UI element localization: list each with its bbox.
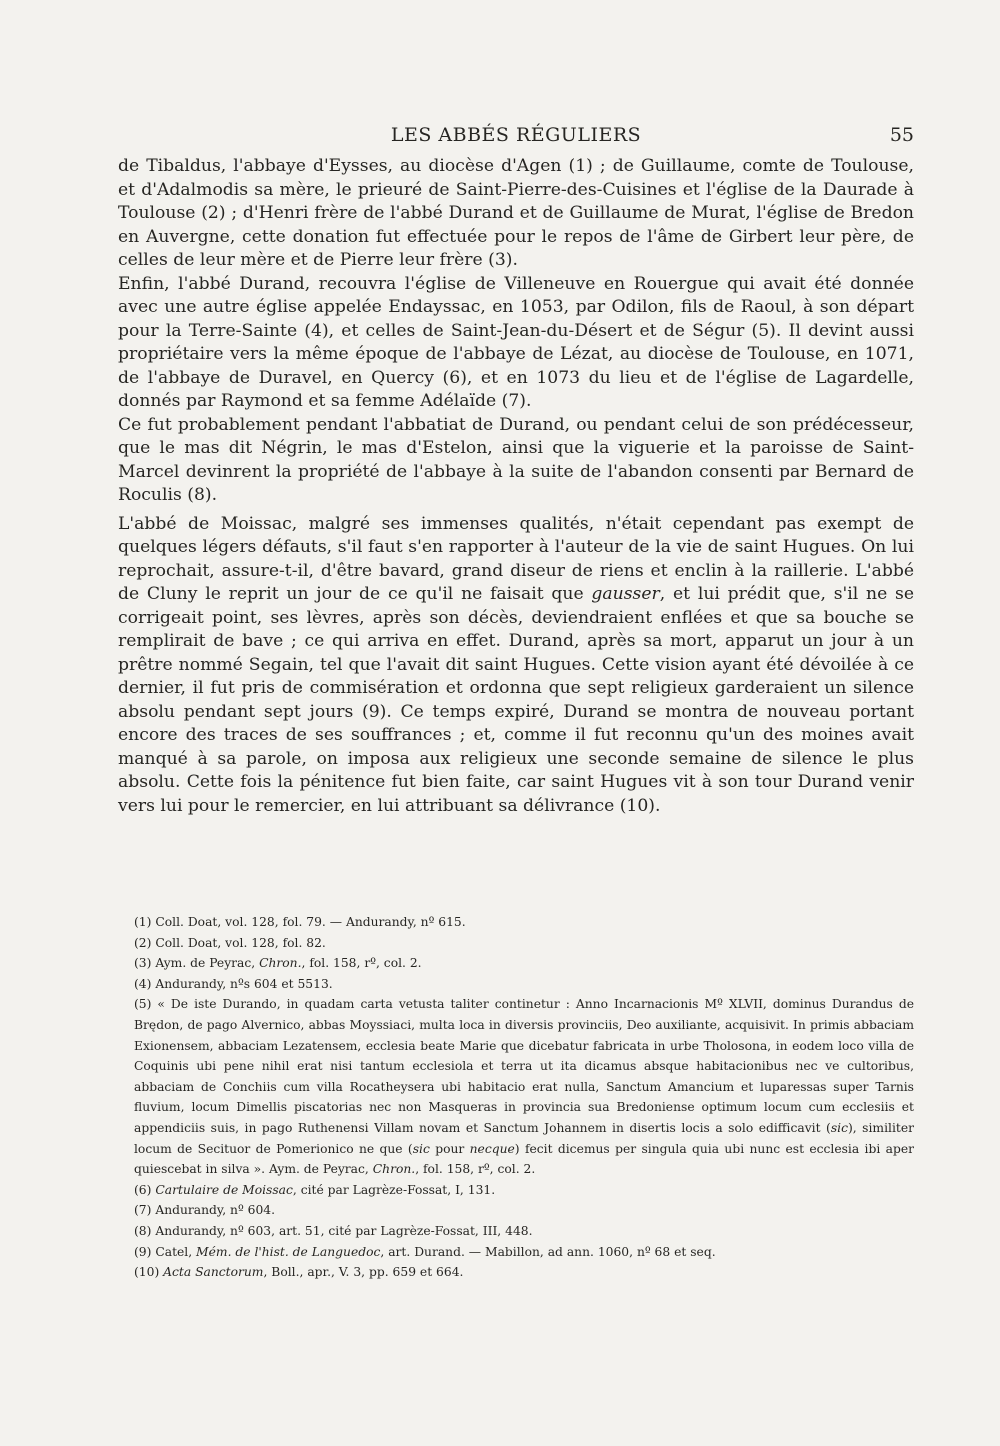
footnote-3	[134, 953, 914, 974]
footnote-7: (7) Andurandy, nº 604.	[134, 1203, 276, 1218]
footnote-6-italic: Cartulaire de Moissac	[155, 1182, 293, 1197]
body-text	[118, 155, 914, 818]
footnote-9-italic: Mém. de l'hist. de Languedoc	[196, 1244, 381, 1259]
paragraph-4-text-b: , et lui prédit que, s'il ne se corrigeait point, ses lèvres, après son décès, deviendraient enflées et que sa bouche se remplirait de bave ; ce qui arriva en effet. Durand, après sa mort, apparut un jour à un prêtre nommé Segain, tel que l'avait dit saint Hugues. Cette vision ayant été dévoilée à ce dernier, il fut pris de commisération et ordonna que sept religieux garderaient un silence absolu pendant sept jours (9). Ce temps expiré, Durand se montra de nouveau portant encore des traces de ses souffrances ; et, comme il fut reconnu qu'un des moines avait manqué à sa parole, on imposa aux religieux une seconde semaine de silence le plus absolu. Cette fois la pénitence fut bien faite, car saint Hugues vit à son tour Durand venir vers lui pour le remercier, en lui attribuant sa délivrance (10).	[118, 584, 914, 816]
footnote-9-text-b: , art. Durand. — Mabillon, ad ann. 1060, nº 68 et seq.	[380, 1244, 716, 1259]
footnote-5-sic-1: sic	[830, 1120, 848, 1135]
footnote-9-text-a: (9) Catel,	[134, 1244, 197, 1259]
footnote-5-text-e: , fol. 158, rº, col. 2.	[415, 1162, 536, 1177]
footnote-9	[134, 1242, 914, 1263]
paragraph-3: Ce fut probablement pendant l'abbatiat de Durand, ou pendant celui de son prédécesseur, que le mas dit Négrin, le mas d'Estelon, ainsi que la viguerie et la paroisse de Saint-Marcel devinrent la propriété de l'abbaye à la suite de l'abandon consenti par Bernard de Roculis (8).	[118, 414, 914, 505]
footnote-10-text-b: , Boll., apr., V. 3, pp. 659 et 664.	[263, 1265, 464, 1280]
paragraph-4	[118, 513, 914, 819]
footnote-8: (8) Andurandy, nº 603, art. 51, cité par Lagrèze-Fossat, III, 448.	[134, 1223, 533, 1238]
running-title: LES ABBÉS RÉGULIERS	[390, 124, 642, 146]
paragraph-4-italic: gausser	[591, 584, 660, 604]
footnote-6	[134, 1180, 914, 1201]
footnote-3-text-b: , fol. 158, rº, col. 2.	[301, 956, 422, 971]
footnote-3-italic: Chron.	[259, 956, 302, 971]
paragraph-1: de Tibaldus, l'abbaye d'Eysses, au diocèse d'Agen (1) ; de Guillaume, comte de Toulouse, et d'Adalmodis sa mère, le prieuré de Saint-Pierre-des-Cuisines et l'église de la Daurade à Toulouse (2) ; d'Henri frère de l'abbé Durand et de Guillaume de Murat, l'église de Bredon en Auvergne, cette donation fut effectuée pour le repos de l'âme de Girbert leur père, de celles de leur mère et de Pierre leur frère (3).	[118, 156, 914, 270]
footnote-6-text-b: , cité par Lagrèze-Fossat, I, 131.	[292, 1182, 496, 1197]
paragraph-4-text-a: L'abbé de Moissac, malgré ses immenses qualités, n'était cependant pas exempt de quelques légers défauts, s'il faut s'en rapporter à l'auteur de la vie de saint Hugues. On lui reprochait, assure-t-il, d'être bavard, grand diseur de riens et enclin à la raillerie. L'abbé de Cluny le reprit un jour de ce qu'il ne faisait que	[118, 513, 914, 604]
footnote-2: (2) Coll. Doat, vol. 128, fol. 82.	[134, 935, 326, 950]
footnote-1: (1) Coll. Doat, vol. 128, fol. 79. — Andurandy, nº 615.	[134, 915, 466, 929]
footnote-5-text-c: pour	[429, 1141, 470, 1156]
footnote-5-sic-2: sic	[412, 1141, 430, 1156]
footnote-10-text-a: (10)	[134, 1265, 164, 1280]
footnote-10-italic: Acta Sanctorum	[163, 1265, 264, 1280]
footnote-4: (4) Andurandy, nºs 604 et 5513.	[134, 976, 333, 991]
footnote-6-text-a: (6)	[134, 1182, 156, 1197]
footnote-5	[134, 994, 914, 1179]
footnotes	[134, 912, 914, 1283]
footnote-5-text-a: (5) « De iste Durando, in quadam carta vetusta taliter continetur : Anno Incarnacionis Mº XLVII, dominus Durandus de Brędon, de pago Alvernico, abbas Moyssiaci, multa loca in diversis provinciis, Deo auxiliante, acquisivit. In primis abbaciam Exionensem, abbaciam Lezatensem, ecclesia beate Marie que dicebatur fabricata in urbe Tholosona, in eodem loco villa de Coquinis ubi pene nihil erat nisi tantum ecclesiola et terra ut ita dicamus absque habitacionibus nec ve cultoribus, abbaciam de Conchiis cum villa Rocatheysera ubi habitacio erat nulla, Sanctum Amancium et luparessas super Tarnis fluvium, locum Dimellis piscatorias nec non Masqueras in provincia sua Bredoniense optimum locum cum ecclesiis et appendiciis suis, in pago Ruthenensi Villam novam et Sanctum Johannem in disertis locis a solo edifficavit (	[134, 997, 914, 1135]
footnote-5-necque: necque	[469, 1141, 515, 1156]
footnote-5-text-b: ), similiter locum de Secituor de Pomerionico ne que (	[134, 1120, 914, 1156]
page-header	[118, 122, 914, 150]
page-number: 55	[889, 124, 914, 146]
footnote-3-text-a: (3) Aym. de Peyrac,	[134, 956, 260, 971]
footnote-5-text-d: ) fecit dicemus per singula quia ubi nunc est ecclesia ibi aper quiescebat in silva ». Aym. de Peyrac,	[134, 1141, 914, 1177]
footnote-10	[134, 1262, 914, 1283]
paragraph-2: Enfin, l'abbé Durand, recouvra l'église de Villeneuve en Rouergue qui avait été donnée avec une autre église appelée Endayssac, en 1053, par Odilon, fils de Raoul, à son départ pour la Terre-Sainte (4), et celles de Saint-Jean-du-Désert et de Ségur (5). Il devint aussi propriétaire vers la même époque de l'abbaye de Lézat, au diocèse de Toulouse, en 1071, de l'abbaye de Duravel, en Quercy (6), et en 1073 du lieu et de l'église de Lagardelle, donnés par Raymond et sa femme Adélaïde (7).	[118, 273, 914, 411]
footnote-5-chron: Chron.	[372, 1162, 416, 1177]
